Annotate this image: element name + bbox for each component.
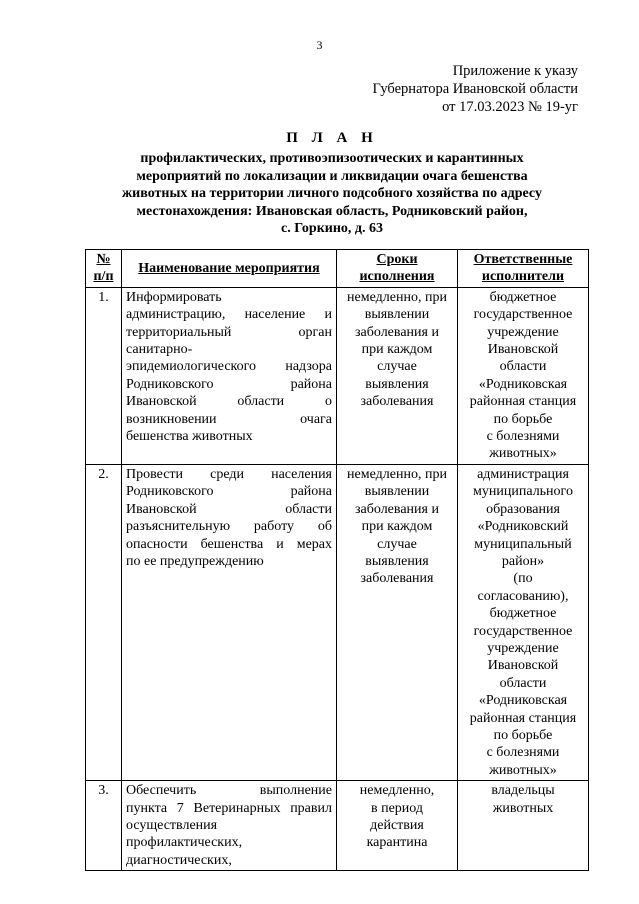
row-term: немедленно, при выявлении заболевания и при каждом случае выявления заболевания [337, 287, 458, 464]
measure-line: бешенства животных [126, 429, 253, 445]
appendix-line-1: Приложение к указу [452, 63, 578, 79]
row-term: немедленно, при выявлении заболевания и при каждом случае выявления заболевания [337, 464, 458, 780]
measure-line: пункта 7 Ветеринарных правил [126, 800, 332, 816]
row-measure [122, 781, 337, 871]
row-term: немедленно, в период действия карантина [337, 781, 458, 871]
measure-line: профилактических, [126, 835, 243, 851]
row-number: 2. [86, 464, 122, 780]
plan-title: П Л А Н [286, 130, 378, 146]
header-term: Сроки исполнения [337, 250, 458, 288]
measure-line: осуществления [126, 818, 218, 833]
measure-line: возникновении очага [126, 411, 332, 427]
measure-line: санитарно- [126, 342, 193, 358]
row-responsible: администрация муниципального образования «Родниковский муниципальный район» (по согласованию), бюджетное государственное учреждение Ивановской области «Родниковская районная станция по борьбе с болезнями животных» [458, 464, 589, 780]
measure-line: Ивановской области [126, 501, 332, 517]
table-row [86, 464, 589, 780]
measure-line: администрацию, население и [126, 307, 332, 323]
measure-line: опасности бешенства и мерах [126, 536, 332, 552]
appendix-line-3: от 17.03.2023 № 19-уг [442, 99, 578, 115]
appendix-note [373, 62, 578, 116]
measure-line: по ее предупреждению [126, 553, 264, 569]
measure-line: территориальный орган [126, 324, 332, 340]
page-number: 3 [316, 38, 323, 52]
row-responsible: владельцы животных [458, 781, 589, 871]
measures-table [85, 249, 589, 871]
measure-line: Информировать [126, 289, 222, 305]
appendix-line-2: Губернатора Ивановской области [372, 81, 578, 97]
table-row [86, 287, 589, 464]
measure-line: Родниковского района [126, 484, 332, 500]
header-name: Наименование мероприятия [122, 250, 337, 288]
row-measure [122, 287, 337, 464]
measure-line: разъяснительную работу об [126, 519, 332, 535]
row-measure [122, 464, 337, 780]
header-responsible: Ответственные исполнители [458, 250, 589, 288]
measure-line: диагностических, [126, 852, 232, 868]
measure-line: Ивановской области о [126, 394, 332, 410]
row-responsible: бюджетное государственное учреждение Ивановской области «Родниковская районная станция по борьбе с болезнями животных» [458, 287, 589, 464]
plan-subtitle: профилактических, противоэпизоотических и карантинных мероприятий по локализации и ликвидации очага бешенства животных на территории личного подсобного хозяйства по адресу местонахождения: Ивановская область, Родниковский район, с. Горкино, д. 63 [122, 151, 542, 236]
table-row [86, 781, 589, 871]
measure-line: Родниковского района [126, 376, 332, 392]
measure-line: Провести среди населения [126, 466, 332, 482]
document-title [92, 128, 572, 238]
measure-line: эпидемиологического надзора [126, 359, 332, 375]
measure-line: Обеспечить выполнение [126, 783, 332, 799]
row-number: 3. [86, 781, 122, 871]
header-num: № п/п [86, 250, 122, 288]
table-header-row [86, 250, 589, 288]
row-number: 1. [86, 287, 122, 464]
